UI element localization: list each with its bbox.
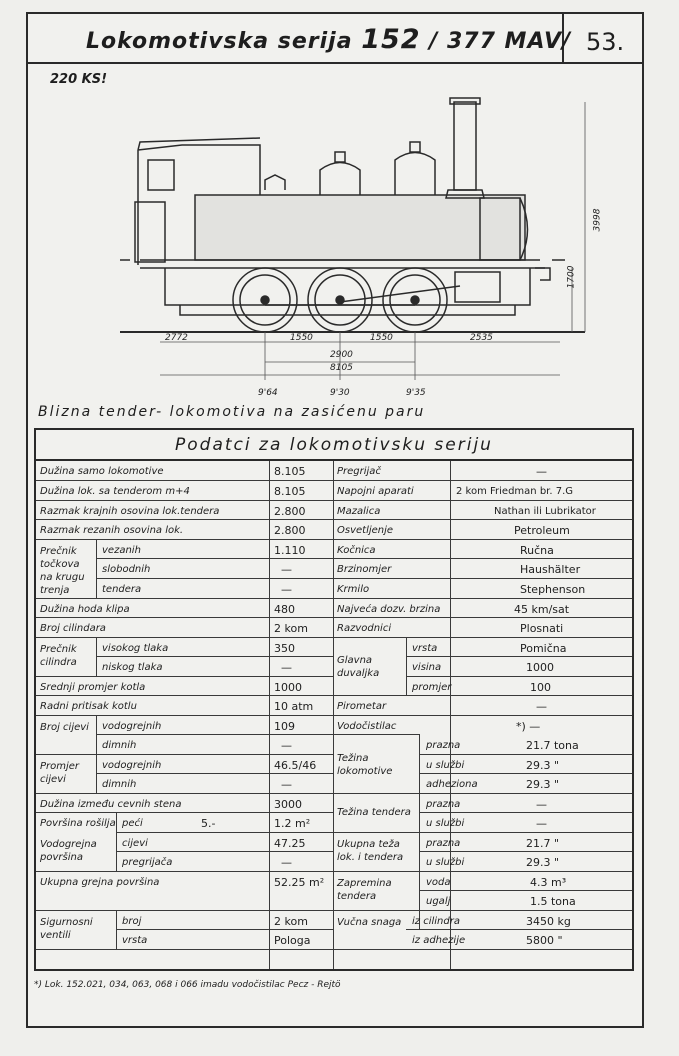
label-length-tender: Dužina lok. sa tenderom m+4 [40,486,190,497]
value-pyrometer: — [536,700,547,713]
label-valve-gear: Krmilo [337,584,370,595]
value-blastpipe-type: Pomična [520,642,567,655]
value-heat-firebox: 5.- [201,817,216,830]
label-blastpipe-height: visina [412,662,442,673]
value-valve-type: Pologa [274,934,311,947]
label-superheater: Pregrijač [337,466,381,477]
value-heat-tubes: 47.25 [274,837,306,850]
label-capacity-water: voda [426,877,451,888]
value-capacity-water: 4.3 m³ [530,876,567,889]
label-speedometer: Brzinomjer [337,564,392,575]
value-blastpipe-height: 1000 [526,661,554,674]
value-cylinder-lp: — [281,661,292,674]
label-cylinder-lp: niskog tlaka [102,662,163,673]
value-tube-length: 3000 [274,798,302,811]
running-board [140,260,545,268]
axle-load-2: 9'30 [330,388,350,398]
label-grate-area: Površina rošilja [40,818,116,829]
label-total-weight: Ukupna teža lok. i tendera [337,839,404,863]
value-length-tender: 8.105 [274,485,306,498]
steam-dome [320,163,360,196]
value-total-empty: 21.7 " [526,837,560,850]
value-wheel-coupled: 1.110 [274,544,306,557]
label-max-speed: Najveća dozv. brzina [337,604,441,615]
drawing-caption: Bliznа tender- lokomotiva na zasićenu paru [38,404,426,420]
dim-wheelbase: 2900 [330,350,353,360]
label-total-empty: prazna [426,838,461,849]
label-loco-weight: Težina lokomotive [337,753,393,777]
boiler [195,195,525,260]
label-blastpipe-diameter: promjer [412,682,452,693]
dim-axle-1: 1550 [290,333,313,343]
label-tractive-adhesion: iz adhezije [412,935,466,946]
value-cylinder-hp: 350 [274,642,295,655]
label-heat-superheater: pregrijača [122,857,173,868]
title-prefix: Lokomotivska serija [86,29,353,54]
label-capacity-coal: ugalj [426,896,451,907]
value-heat-superheater: — [281,856,292,869]
label-water-cleaner: Vodočistilac [337,721,397,732]
dim-height-total: 3998 [592,208,603,232]
value-weight-adhesion: 29.3 " [526,778,560,791]
cab-window [148,160,174,190]
header [26,12,644,64]
dim-height-axle: 1700 [566,265,577,289]
page-title [86,24,571,55]
chimney [454,102,476,190]
value-grate-area: 1.2 m² [274,817,311,830]
label-wheel-coupled: vezanih [102,545,141,556]
value-speedometer: Haushälter [520,563,581,576]
cylinder [455,272,500,302]
label-length-loco: Dužina samo lokomotive [40,466,164,477]
value-heat-total: 52.25 m² [274,876,325,889]
label-blastpipe-type: vrsta [412,643,438,654]
label-weight-adhesion: adheziona [426,779,478,790]
value-axle-spacing: 2.800 [274,505,306,518]
value-water-cleaner: *) — [516,720,541,733]
value-weight-empty: 21.7 tona [526,739,579,752]
value-distributor: Plosnati [520,622,564,635]
label-axle-spacing: Razmak krajnih osovina lok.tendera [40,506,220,517]
label-heating-surface: Vodogrejna površina [40,839,97,863]
label-cylinder-hp: visokog tlaka [102,643,169,654]
value-max-speed: 45 km/sat [514,603,570,616]
coal-bunker [135,202,165,262]
value-brake: Ručna [520,544,554,557]
label-wheel-free: slobodnih [102,564,151,575]
label-tube-diameter: Promjer cijevi [40,761,80,785]
value-tractive-adhesion: 5800 " [526,934,563,947]
value-pressure: 10 atm [274,700,314,713]
value-weight-service: 29.3 " [526,759,560,772]
label-tender-capacity: Zapremina tendera [337,878,392,902]
value-injectors: 2 kom Friedman br. 7.G [456,486,574,497]
value-lubricator: Nathan ili Lubrikator [494,506,596,517]
dim-axle-2: 1550 [370,333,393,343]
value-stroke: 480 [274,603,295,616]
mav-number: / 377 MAV/ [429,29,572,54]
label-stroke: Dužina hoda klipa [40,604,130,615]
value-tubediam-water: 46.5/46 [274,759,317,772]
value-boiler-diameter: 1000 [274,681,302,694]
series-number: 152 [361,24,421,55]
label-weight-service: u službi [426,760,465,771]
axle-load-3: 9'35 [406,388,426,398]
value-fixed-spacing: 2.800 [274,524,306,537]
value-tender-service: — [536,817,547,830]
label-lighting: Osvetljenje [337,525,394,536]
label-heat-total: Ukupna grejna površina [40,877,160,888]
label-distributor: Razvodnici [337,623,392,634]
label-wheel-tender: tendera [102,584,142,595]
value-tubes-smoke: — [281,739,292,752]
label-blastpipe: Glavna duvaljka [337,655,380,679]
dim-rear: 2535 [470,333,493,343]
horsepower-label: 220 KS! [50,72,108,87]
value-tubediam-smoke: — [281,778,292,791]
value-wheel-free: — [281,563,292,576]
label-lubricator: Mazalica [337,506,381,517]
label-tubes-smoke: dimnih [102,740,137,751]
label-tractive-cylinder: iz cilindra [412,916,460,927]
dim-front: 2772 [165,333,188,343]
dim-length: 8105 [330,363,353,373]
frame [165,268,530,305]
label-tubediam-water: vodogrejnih [102,760,162,771]
label-brake: Kočnica [337,545,376,556]
value-valve-gear: Stephenson [520,583,586,596]
locomotive-drawing [120,90,603,400]
label-heat-firebox: peći [122,818,143,829]
value-length-loco: 8.105 [274,465,306,478]
table-title: Podatci za lokomotivsku seriju [36,430,632,461]
data-table [34,428,634,971]
value-cylinder-count: 2 kom [274,622,308,635]
label-boiler-diameter: Srednji promjer kotla [40,682,146,693]
label-cylinder-diameter: Prečnik cilindra [40,644,77,668]
value-superheater: — [536,465,547,478]
label-tender-service: u službi [426,818,465,829]
label-tube-count: Broj cijevi [40,722,89,733]
sand-dome [395,153,435,196]
footnote: *) Lok. 152.021, 034, 063, 068 i 066 imadu vodočistilac Pecz - Rejtö [34,980,341,990]
label-tender-weight: Težina tendera [337,807,411,818]
label-injectors: Napojni aparati [337,486,414,497]
label-total-service: u službi [426,857,465,868]
page-number: 53. [586,28,625,56]
label-valve-type: vrsta [122,935,148,946]
label-pyrometer: Pirometar [337,701,387,712]
label-weight-empty: prazna [426,740,461,751]
axle-load-1: 9'64 [258,388,278,398]
value-lighting: Petroleum [514,524,570,537]
label-valve-count: broj [122,916,142,927]
value-tender-empty: — [536,798,547,811]
label-pressure: Radni pritisak kotlu [40,701,137,712]
label-tubediam-smoke: dimnih [102,779,137,790]
label-safety-valves: Sigurnosni ventili [40,917,93,941]
label-fixed-spacing: Razmak rezanih osovina lok. [40,525,184,536]
label-wheel-diameter: Prečnik točkova na krugu trenja [40,546,85,596]
label-tender-empty: prazna [426,799,461,810]
label-tractive-effort: Vučna snaga [337,917,402,928]
value-total-service: 29.3 " [526,856,560,869]
label-cylinder-count: Broj cilindara [40,623,106,634]
value-tractive-cylinder: 3450 kg [526,915,571,928]
value-capacity-coal: 1.5 tona [530,895,576,908]
label-tubes-water: vodogrejnih [102,721,162,732]
value-wheel-tender: — [281,583,292,596]
value-tubes-water: 109 [274,720,295,733]
value-valve-count: 2 kom [274,915,308,928]
label-heat-tubes: cijevi [122,838,148,849]
label-tube-length: Dužina između cevnih stena [40,799,182,810]
value-blastpipe-diameter: 100 [530,681,551,694]
